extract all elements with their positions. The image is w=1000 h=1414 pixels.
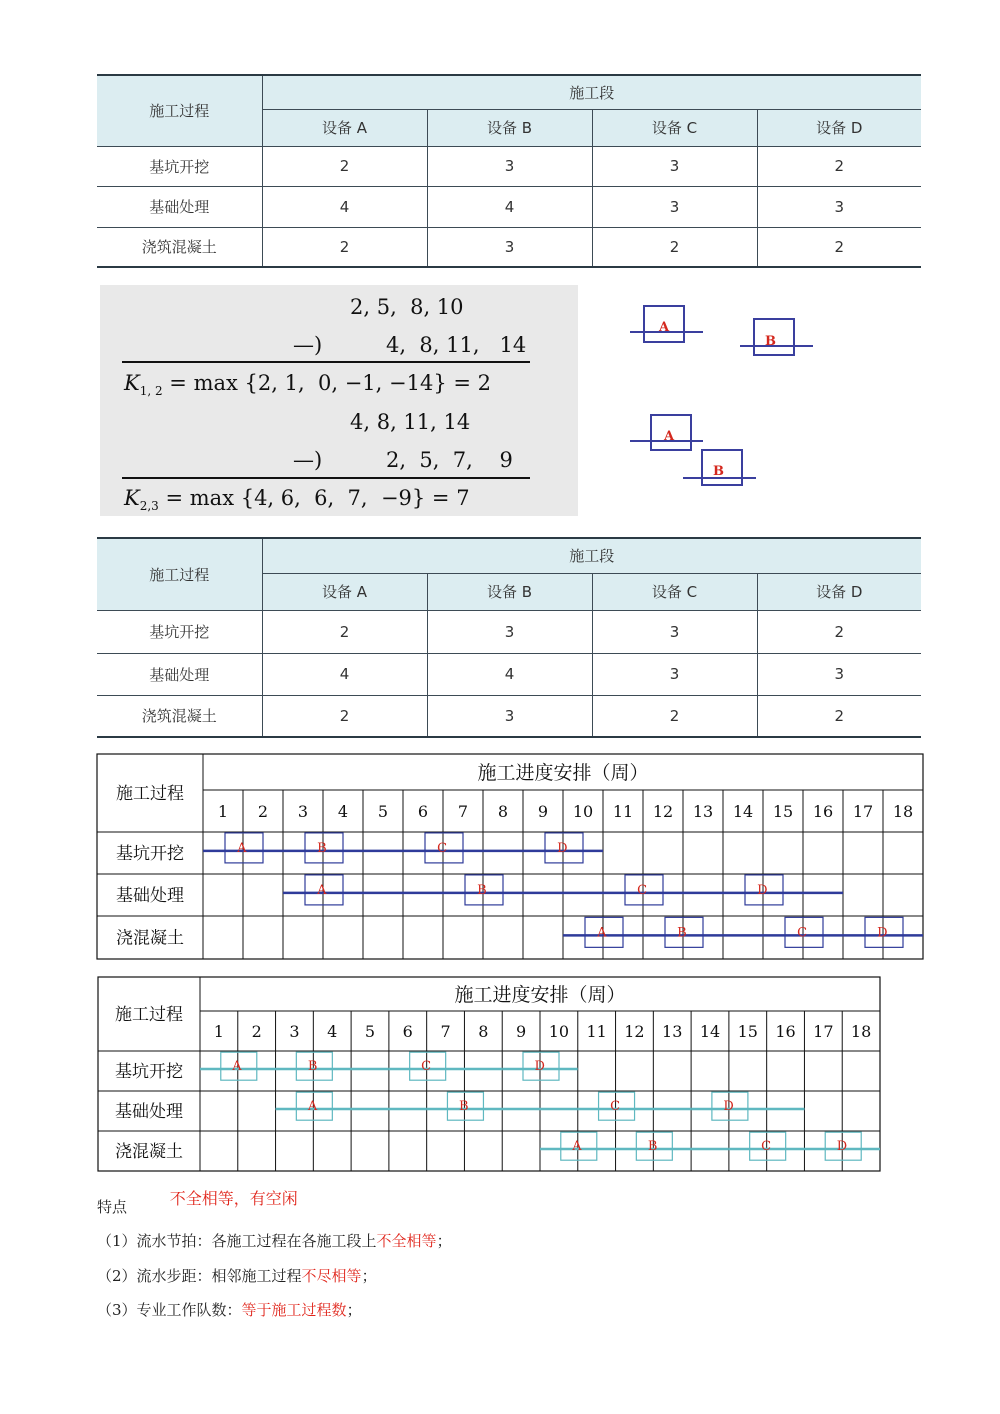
week-number: 3 <box>297 802 309 821</box>
formula-line: 4, 8, 11, 14 <box>350 410 471 434</box>
process-label: 基坑开挖 <box>115 1062 183 1082</box>
segment-label: B <box>307 1059 318 1074</box>
header-process: 施工过程 <box>115 1005 183 1025</box>
duration-table-1 <box>97 74 921 268</box>
cell-value: 3 <box>427 146 592 186</box>
column-header: 设备 B <box>427 109 592 146</box>
week-number: 14 <box>732 802 754 821</box>
cell-value: 2 <box>757 695 921 737</box>
week-number: 7 <box>457 802 469 821</box>
week-number: 17 <box>813 1022 834 1041</box>
table-row <box>97 186 921 227</box>
segment-label: A <box>317 882 327 898</box>
segment-label: D <box>534 1059 545 1074</box>
week-number: 5 <box>377 802 389 821</box>
k-symbol: K <box>124 486 140 510</box>
segment-label: B <box>317 840 327 856</box>
column-header: 设备 B <box>427 573 592 610</box>
segment-label: D <box>723 1099 734 1114</box>
week-number: 13 <box>692 802 714 821</box>
k-subscript: 2,3 <box>139 499 159 514</box>
row-label: 基坑开挖 <box>97 146 262 186</box>
cell-value: 2 <box>757 146 921 186</box>
cell-value: 4 <box>427 186 592 227</box>
column-header: 设备 C <box>592 573 757 610</box>
segment-label: D <box>836 1139 848 1154</box>
formula-k12 <box>124 371 491 398</box>
note-item <box>97 1299 362 1320</box>
note-highlight: 不尽相等 <box>301 1267 362 1285</box>
segment-label: C <box>437 840 448 856</box>
column-header: 设备 C <box>592 109 757 146</box>
header-process: 施工过程 <box>97 75 262 146</box>
week-number: 16 <box>775 1022 796 1041</box>
feature-label: 特点 <box>97 1198 128 1216</box>
week-number: 11 <box>612 802 634 821</box>
week-number: 6 <box>402 1022 413 1041</box>
segment-label: B <box>647 1139 658 1154</box>
cell-value: 3 <box>592 610 757 653</box>
week-number: 18 <box>850 1022 872 1041</box>
segment-label: C <box>797 925 808 941</box>
feature-line <box>97 1189 298 1217</box>
note-highlight: 等于施工过程数 <box>241 1301 347 1319</box>
chart-title: 施工进度安排（周） <box>477 762 649 784</box>
row-label: 基础处理 <box>97 186 262 227</box>
formula-expression: = max {4, 6, 6, 7, −9} = 7 <box>165 486 470 510</box>
row-label: 基础处理 <box>97 653 262 695</box>
week-number: 8 <box>497 802 509 821</box>
segment-label: D <box>557 840 568 856</box>
cell-value: 3 <box>757 186 921 227</box>
week-number: 5 <box>364 1022 376 1041</box>
note-highlight: 不全相等 <box>376 1232 437 1250</box>
segment-label: B <box>677 925 687 941</box>
diagram-label: B <box>765 334 776 349</box>
cell-value: 3 <box>427 227 592 267</box>
table-row <box>97 146 921 186</box>
cell-value: 2 <box>592 695 757 737</box>
formula-expression: = max {2, 1, 0, −1, −14} = 2 <box>169 371 491 395</box>
schedule-chart-2 <box>97 976 881 1172</box>
table-row <box>97 695 921 737</box>
cell-value: 3 <box>757 653 921 695</box>
segment-label: A <box>237 840 247 856</box>
week-number: 7 <box>440 1022 451 1041</box>
week-number: 1 <box>213 1022 224 1041</box>
week-number: 3 <box>289 1022 300 1041</box>
week-number: 12 <box>652 802 674 821</box>
diagram-label: A <box>659 320 670 335</box>
table-row <box>97 227 921 267</box>
formula-line: 2, 5, 8, 10 <box>350 295 464 319</box>
segment-label: C <box>761 1139 772 1154</box>
formula-operator: —) <box>293 448 323 472</box>
segment-label: D <box>877 925 888 941</box>
feature-value: 不全相等，有空闲 <box>169 1189 298 1208</box>
week-number: 8 <box>478 1022 489 1041</box>
row-label: 浇筑混凝土 <box>97 227 262 267</box>
chart-title: 施工进度安排（周） <box>454 984 626 1006</box>
process-label: 基础处理 <box>116 886 184 906</box>
week-number: 10 <box>548 1022 570 1041</box>
column-header: 设备 D <box>757 573 921 610</box>
note-suffix: ； <box>436 1232 452 1250</box>
note-item <box>97 1265 377 1286</box>
week-number: 11 <box>586 1022 607 1041</box>
table-row <box>97 610 921 653</box>
cell-value: 2 <box>757 227 921 267</box>
note-text: （1）流水节拍：各施工过程在各施工段上 <box>97 1232 377 1250</box>
week-number: 4 <box>337 802 349 821</box>
segment-label: B <box>458 1099 469 1114</box>
header-section: 施工段 <box>262 538 921 573</box>
process-label: 基坑开挖 <box>116 844 184 864</box>
cell-value: 2 <box>262 146 427 186</box>
week-number: 13 <box>662 1022 683 1041</box>
segment-label: A <box>597 925 607 941</box>
header-process: 施工过程 <box>116 784 184 804</box>
cell-value: 3 <box>592 146 757 186</box>
formula-operator: —) <box>293 333 323 357</box>
note-item <box>97 1230 452 1251</box>
week-number: 18 <box>892 802 914 821</box>
cell-value: 4 <box>262 186 427 227</box>
segment-label: D <box>757 882 768 898</box>
cell-value: 2 <box>757 610 921 653</box>
week-number: 2 <box>251 1022 262 1041</box>
column-header: 设备 A <box>262 109 427 146</box>
formula-k23 <box>124 486 470 513</box>
formula-rule <box>122 361 530 363</box>
cell-value: 2 <box>262 227 427 267</box>
week-number: 9 <box>537 802 549 821</box>
diagram-label: B <box>713 464 724 479</box>
note-suffix: ； <box>361 1267 377 1285</box>
cell-value: 2 <box>262 695 427 737</box>
segment-label: C <box>637 882 648 898</box>
week-number: 2 <box>257 802 269 821</box>
week-number: 1 <box>217 802 229 821</box>
process-label: 浇混凝土 <box>115 1142 183 1162</box>
process-label: 基础处理 <box>115 1102 183 1122</box>
week-number: 15 <box>737 1022 758 1041</box>
header-process: 施工过程 <box>97 538 262 610</box>
formula-line: 4, 8, 11, 14 <box>386 333 527 357</box>
week-number: 12 <box>624 1022 645 1041</box>
column-header: 设备 A <box>262 573 427 610</box>
cell-value: 4 <box>262 653 427 695</box>
segment-label: B <box>477 882 487 898</box>
week-number: 16 <box>812 802 834 821</box>
segment-label: A <box>572 1139 582 1154</box>
week-number: 14 <box>699 1022 721 1041</box>
table-row <box>97 653 921 695</box>
duration-table-2 <box>97 537 921 738</box>
note-suffix: ； <box>346 1301 362 1319</box>
cell-value: 2 <box>592 227 757 267</box>
column-header: 设备 D <box>757 109 921 146</box>
week-number: 15 <box>772 802 794 821</box>
segment-label: A <box>307 1099 318 1114</box>
k-symbol: K <box>124 371 140 395</box>
note-text: （3）专业工作队数： <box>97 1301 242 1319</box>
segment-label: C <box>610 1099 621 1114</box>
k-subscript: 1, 2 <box>139 384 163 399</box>
row-label: 基坑开挖 <box>97 610 262 653</box>
week-number: 17 <box>852 802 874 821</box>
process-label: 浇混凝土 <box>116 928 184 949</box>
cell-value: 3 <box>427 610 592 653</box>
segment-label: A <box>232 1059 242 1074</box>
cell-value: 3 <box>592 186 757 227</box>
week-number: 9 <box>516 1022 527 1041</box>
week-number: 4 <box>327 1022 338 1041</box>
formula-rule <box>122 477 530 479</box>
week-number: 10 <box>572 802 594 821</box>
cell-value: 4 <box>427 653 592 695</box>
cell-value: 3 <box>592 653 757 695</box>
note-text: （2）流水步距：相邻施工过程 <box>97 1267 302 1285</box>
cell-value: 2 <box>262 610 427 653</box>
week-number: 6 <box>417 802 429 821</box>
header-section: 施工段 <box>262 75 921 109</box>
schedule-chart-1 <box>96 753 924 961</box>
step-distance-formula <box>100 285 578 516</box>
diagram-label: A <box>664 429 675 444</box>
cell-value: 3 <box>427 695 592 737</box>
row-label: 浇筑混凝土 <box>97 695 262 737</box>
overlap-diagram <box>620 295 840 495</box>
formula-line: 2, 5, 7, 9 <box>386 448 513 472</box>
segment-label: C <box>421 1059 432 1074</box>
